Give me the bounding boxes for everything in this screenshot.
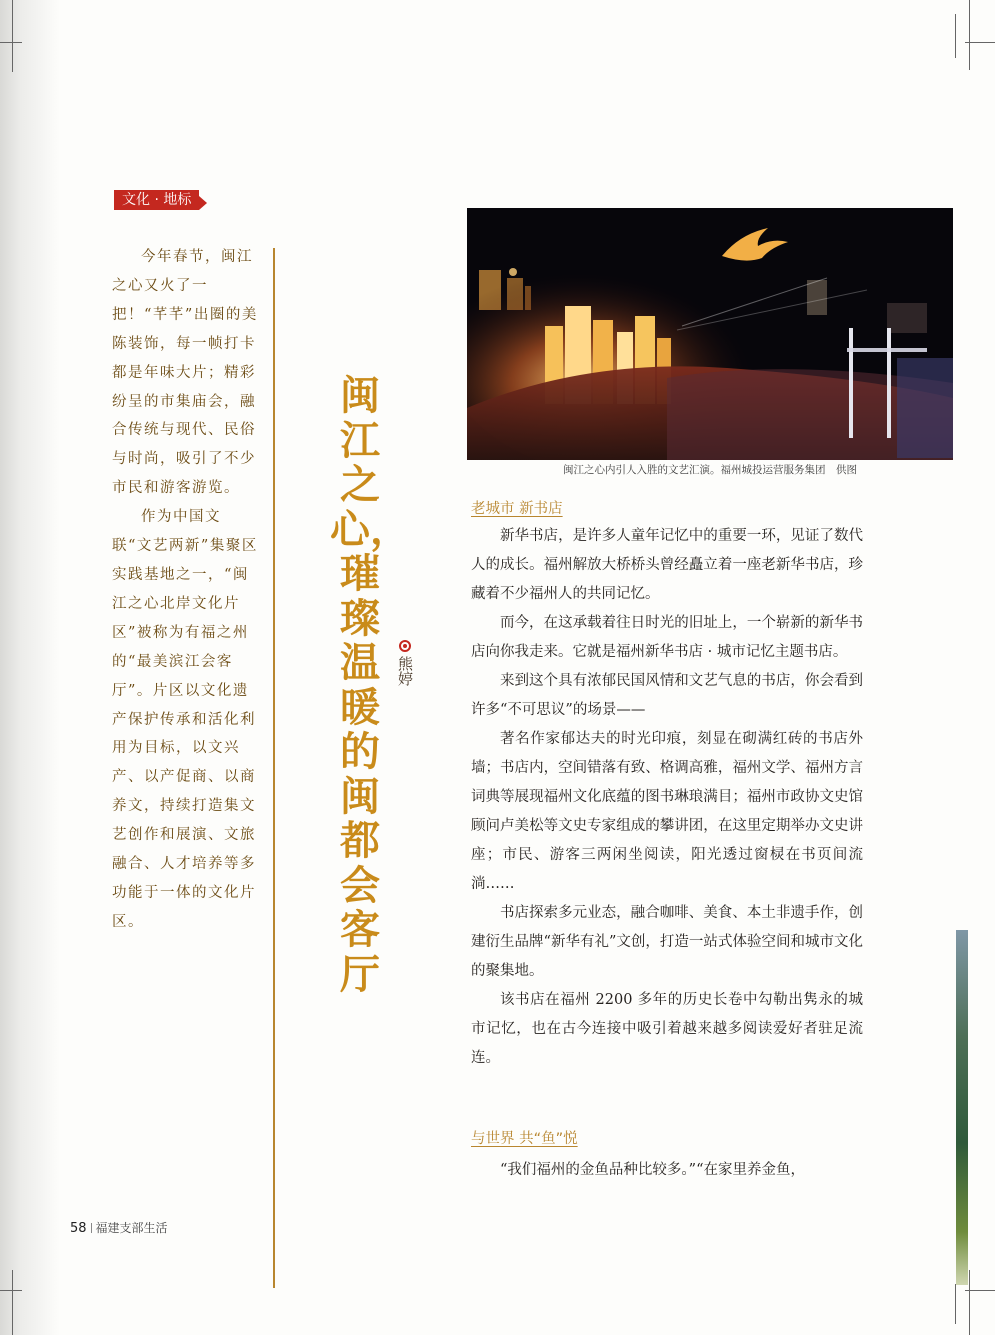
author-name: 熊婷 — [396, 656, 414, 686]
body-paragraph: 新华书店，是许多人童年记忆中的重要一环，见证了数代人的成长。福州解放大桥桥头曾经矗立着一座老新华书店，珍藏着不少福州人的共同记忆。 — [471, 528, 863, 602]
bullseye-icon — [399, 640, 411, 652]
article-title: 闽江之心，璀璨温暖的闽都会客厅 — [330, 373, 410, 998]
section-goldfish — [471, 1128, 863, 1185]
intro-paragraph: 今年春节，闽江之心又火了一把！“芊芊”出圈的美陈装饰，每一帧打卡都是年味大片；精彩纷呈的市集庙会，融合传统与现代、民俗与时尚，吸引了不少市民和游客游览。 — [112, 249, 258, 497]
intro-paragraph: 作为中国文联“文艺两新”集聚区实践基地之一，“闽江之心北岸文化片区”被称为有福之州的“最美滨江会客厅”。片区以文化遗产保护传承和活化利用为目标，以文兴产、以产促商、以商养文，持续打造集文艺创作和展演、文旅融合、人才培养等多功能于一体的文化片区。 — [112, 509, 258, 930]
body-paragraph: 而今，在这承载着往日时光的旧址上，一个崭新的新华书店向你我走来。它就是福州新华书店 · 城市记忆主题书店。 — [471, 615, 863, 660]
body-paragraph: 该书店在福州 2200 多年的历史长卷中勾勒出隽永的城市记忆，也在古今连接中吸引着越来越多阅读爱好者驻足流连。 — [471, 992, 863, 1066]
column-divider — [273, 248, 275, 1288]
body-paragraph: 来到这个具有浓郁民国风情和文艺气息的书店，你会看到许多“不可思议”的场景—— — [471, 673, 863, 718]
crop-mark-top-left — [12, 0, 13, 72]
night-stage-illustration — [467, 208, 953, 460]
next-page-photo-edge — [956, 930, 968, 1285]
body-paragraph: 书店探索多元业态，融合咖啡、美食、本土非遗手作，创建衍生品牌“新华有礼”文创，打造一站式体验空间和城市文化的聚集地。 — [471, 905, 863, 979]
crop-mark-top-right — [955, 14, 956, 58]
photo-caption: 闽江之心内引人入胜的文艺汇演。福州城投运营服务集团 供图 — [563, 464, 857, 476]
author-byline — [394, 640, 416, 690]
page-footer — [70, 1219, 168, 1236]
section-tag: 文化 · 地标 — [114, 190, 199, 210]
crop-mark-bottom-right — [955, 1284, 956, 1324]
crop-mark-bottom-left — [12, 1270, 13, 1335]
footer-divider — [91, 1223, 92, 1233]
section-bookstore — [471, 498, 863, 1073]
crop-mark-top-right — [969, 0, 970, 70]
section-heading: 老城市 新书店 — [471, 501, 563, 517]
crop-mark-bottom-right — [969, 1270, 970, 1335]
publication-name: 福建支部生活 — [95, 1221, 168, 1235]
crop-mark-top-left — [0, 42, 22, 43]
body-paragraph: 著名作家郁达夫的时光印痕，刻显在砌满红砖的书店外墙；书店内，空间错落有致、格调高雅，福州文学、福州方言词典等展现福州文化底蕴的图书琳琅满目；福州市政协文史馆顾问卢美松等文史专家组成的攀讲团，在这里定期举办文史讲座；市民、游客三两闲坐阅读，阳光透过窗棂在书页间流淌…… — [471, 731, 863, 892]
section-heading: 与世界 共“鱼”悦 — [471, 1131, 578, 1147]
intro-column — [112, 243, 260, 937]
performance-photo — [467, 208, 953, 460]
crop-mark-bottom-left — [0, 1290, 22, 1291]
page-number: 58 — [70, 1221, 87, 1236]
body-paragraph: “我们福州的金鱼品种比较多。”“在家里养金鱼， — [500, 1162, 805, 1178]
page-spine-shadow — [0, 0, 60, 1335]
